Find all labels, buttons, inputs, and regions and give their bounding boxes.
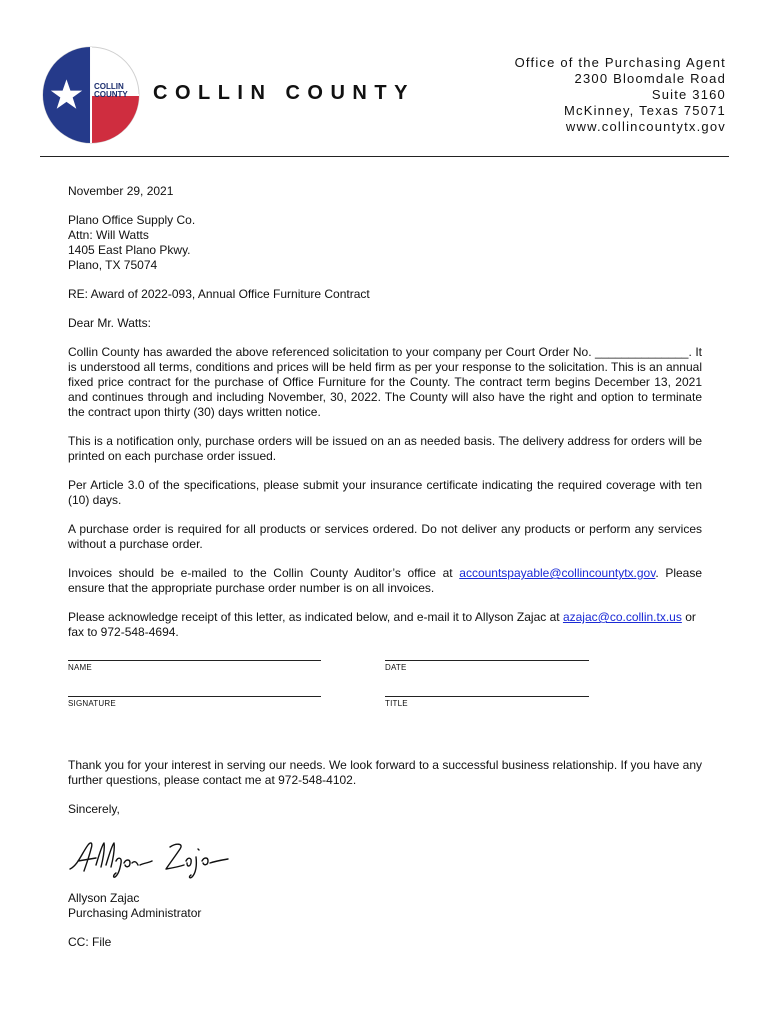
acknowledge-text-end: or fax to 972-548-4694. xyxy=(68,610,696,639)
title-label: TITLE xyxy=(385,699,408,708)
collin-county-seal-logo xyxy=(42,46,140,144)
name-label: NAME xyxy=(68,663,92,672)
county-name: COLLIN COUNTY xyxy=(153,82,415,104)
subject-line: RE: Award of 2022-093, Annual Office Furniture Contract xyxy=(68,287,370,301)
signature-line xyxy=(68,696,321,697)
header-divider xyxy=(40,156,729,157)
accounts-payable-email-link[interactable]: accountspayable@collincountytx.gov xyxy=(459,566,656,580)
insurance-paragraph: Per Article 3.0 of the specifications, please submit your insurance certificate indicating the required coverage with ten (10) days. xyxy=(68,478,702,507)
signature-field[interactable] xyxy=(68,696,321,709)
date-label: DATE xyxy=(385,663,407,672)
salutation: Dear Mr. Watts: xyxy=(68,316,151,330)
title-field[interactable] xyxy=(385,696,589,709)
invoice-paragraph xyxy=(68,566,702,596)
name-line xyxy=(68,660,321,661)
signer-name: Allyson Zajac xyxy=(68,891,140,905)
handwritten-signature xyxy=(68,835,238,879)
letter-body xyxy=(68,184,702,964)
notification-paragraph: This is a notification only, purchase orders will be issued on an as needed basis. The delivery address for orders will be printed on each purchase order issued. xyxy=(68,434,702,463)
recipient-street: 1405 East Plano Pkwy. xyxy=(68,243,191,257)
office-website: www.collincountytx.gov xyxy=(565,119,726,134)
svg-text:COUNTY: COUNTY xyxy=(93,89,128,99)
date-line xyxy=(385,660,589,661)
zajac-email-link[interactable]: azajac@co.collin.tx.us xyxy=(562,610,682,624)
recipient-attn: Attn: Will Watts xyxy=(68,228,149,242)
invoice-text: Invoices should be e-mailed to the Collin County Auditor’s office at xyxy=(68,566,460,580)
office-suite: Suite 3160 xyxy=(651,87,726,102)
acknowledge-paragraph xyxy=(68,610,702,640)
recipient-city: Plano, TX 75074 xyxy=(68,258,158,272)
signer-title: Purchasing Administrator xyxy=(68,906,202,920)
office-address-block xyxy=(515,55,726,135)
signature-label: SIGNATURE xyxy=(68,699,116,708)
office-street: 2300 Bloomdale Road xyxy=(574,71,726,86)
acknowledge-text: Please acknowledge receipt of this letter, as indicated below, and e-mail it to Allyson Zajac at xyxy=(68,610,563,624)
recipient-company: Plano Office Supply Co. xyxy=(68,213,196,227)
cc-line: CC: File xyxy=(68,935,112,949)
office-city: McKinney, Texas 75071 xyxy=(563,103,726,118)
letter-date: November 29, 2021 xyxy=(68,184,174,198)
acknowledgement-fields xyxy=(68,660,702,744)
svg-text:COLLIN: COLLIN xyxy=(93,82,124,92)
invoice-text-end: . Please ensure that the appropriate purchase order number is on all invoices. xyxy=(68,566,703,595)
signer-block xyxy=(68,891,702,921)
closing-paragraph: Thank you for your interest in serving our needs. We look forward to a successful business relationship. If you have any further questions, please contact me at 972-548-4102. xyxy=(68,758,702,787)
name-field[interactable] xyxy=(68,660,321,673)
recipient-address xyxy=(68,213,702,273)
title-line xyxy=(385,696,589,697)
office-title: Office of the Purchasing Agent xyxy=(514,55,726,70)
award-paragraph: Collin County has awarded the above referenced solicitation to your company per Court Order No. ______________. It is understood all terms, conditions and prices will be held firm as per your response to the solicitation. This is an annual fixed price contract for the purchase of Office Furniture for the County. The contract term begins December 13, 2021 and continues through and including November, 30, 2022. The County will also have the right and option to terminate the contract upon thirty (30) days written notice. xyxy=(68,345,702,419)
date-field[interactable] xyxy=(385,660,589,673)
sign-off: Sincerely, xyxy=(68,802,120,816)
purchase-order-paragraph: A purchase order is required for all products or services ordered. Do not deliver any products or perform any services without a purchase order. xyxy=(68,522,702,551)
